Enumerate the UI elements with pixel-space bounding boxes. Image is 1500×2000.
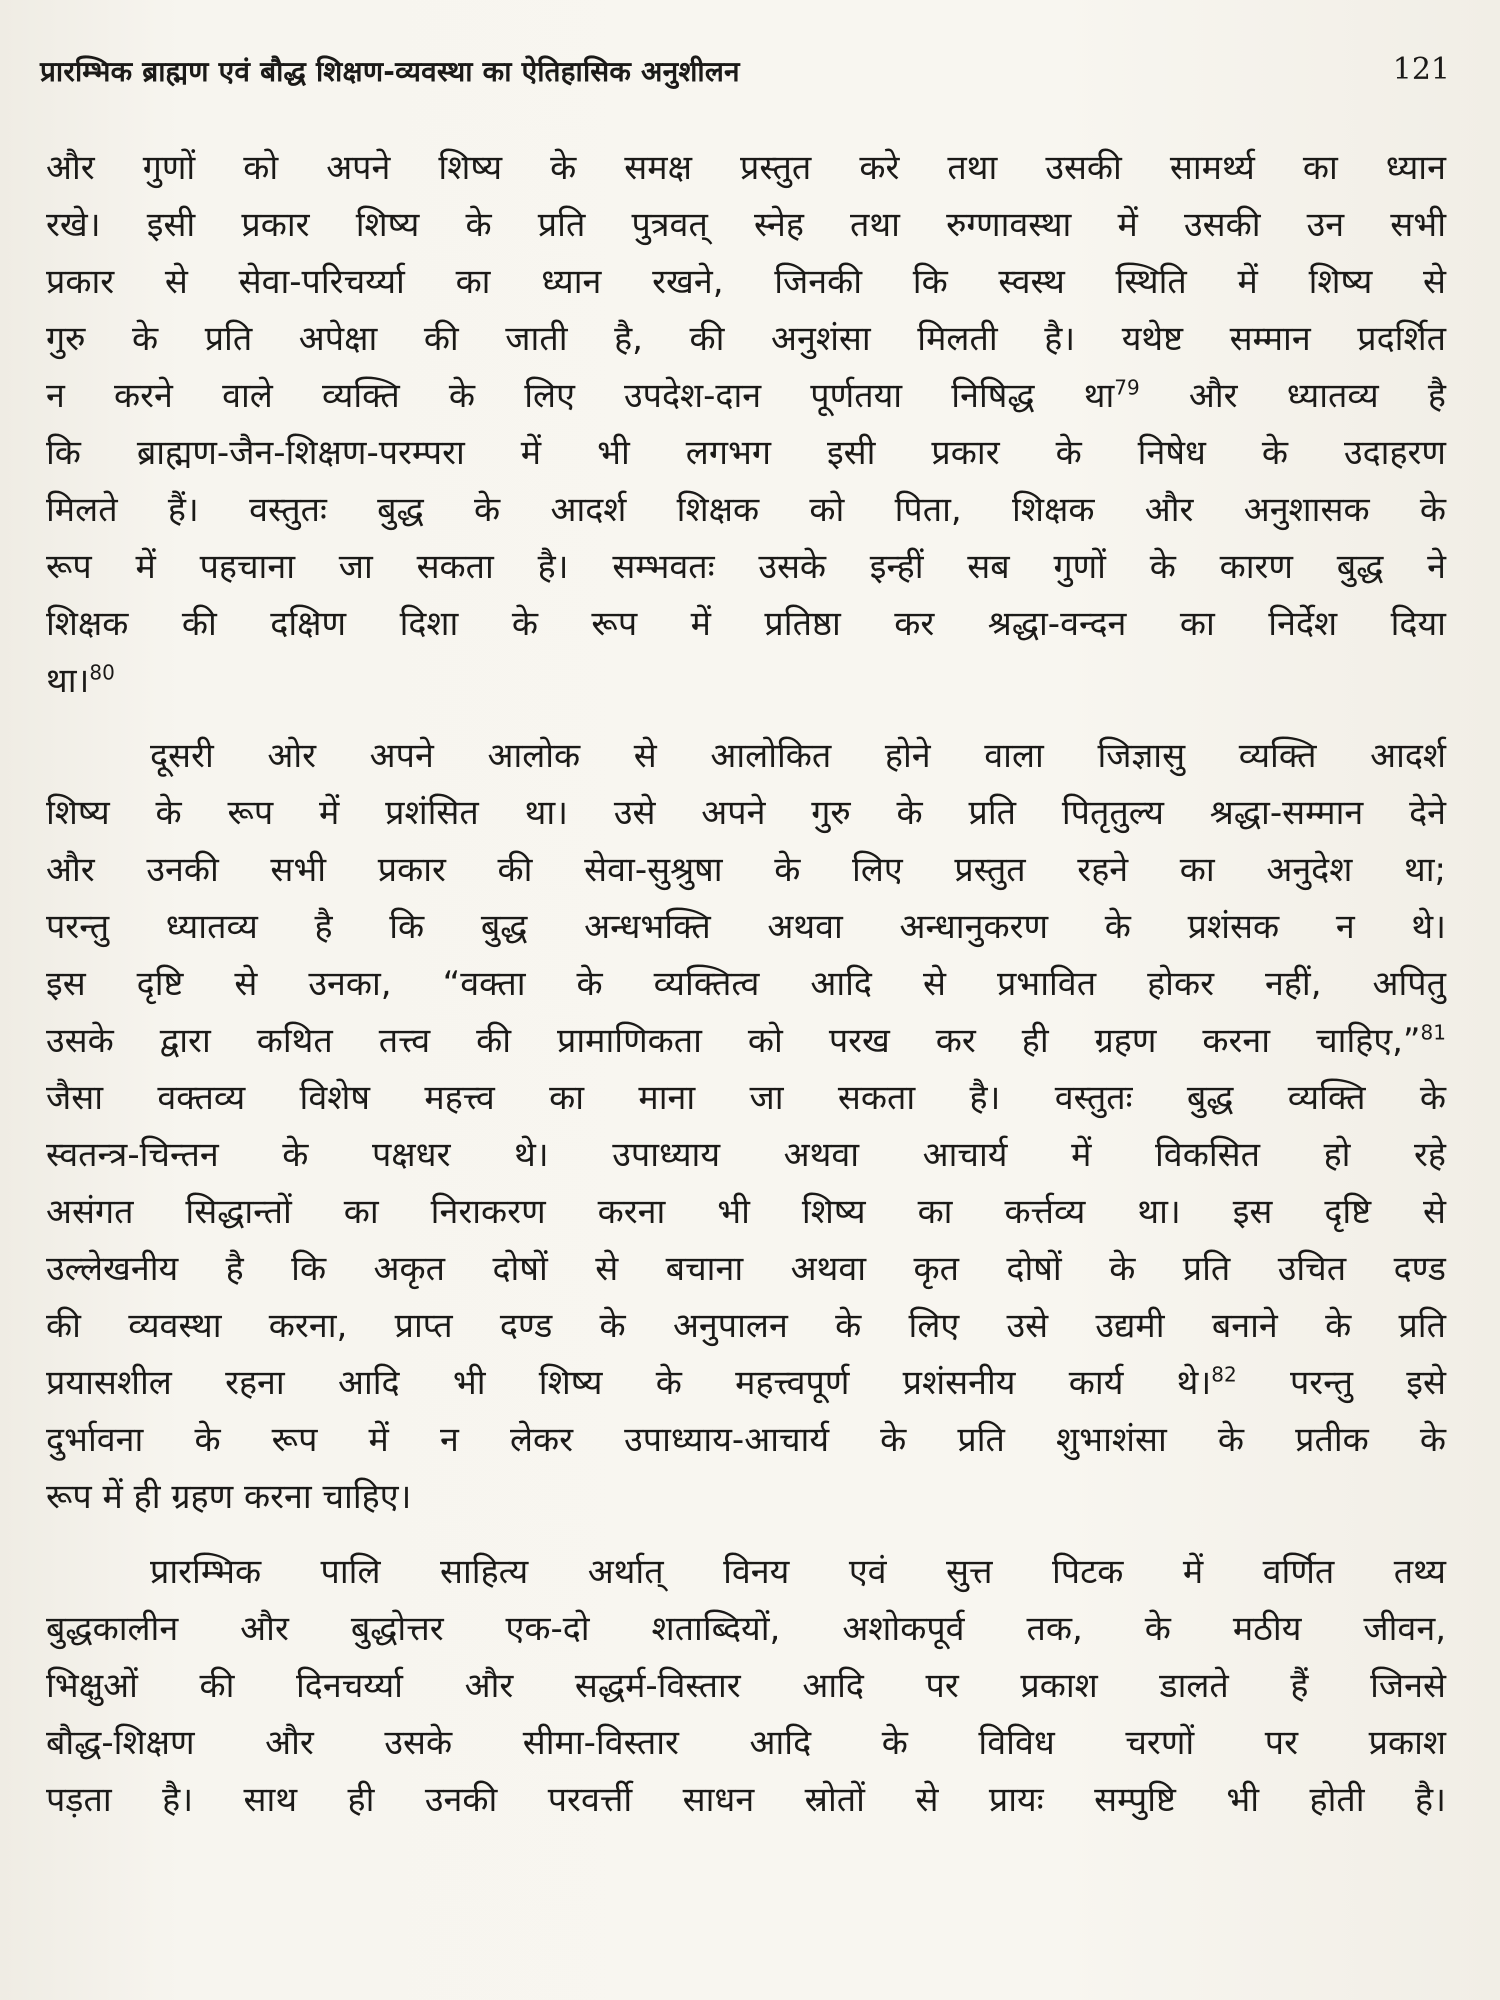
paragraph-3: [46, 1544, 1446, 1829]
text-line: [46, 140, 1446, 197]
text-line: [46, 899, 1446, 956]
line-text: उल्लेखनीय है कि अकृत दोषों से बचाना अथवा कृत दोषों के प्रति उचित दण्ड: [46, 1249, 1446, 1289]
footnote-marker[interactable]: 79: [1114, 375, 1140, 400]
footnote-marker[interactable]: 81: [1420, 1020, 1446, 1045]
line-text: और उनकी सभी प्रकार की सेवा-सुश्रुषा के लिए प्रस्तुत रहने का अनुदेश था;: [46, 850, 1446, 890]
line-text: शिक्षक की दक्षिण दिशा के रूप में प्रतिष्ठा कर श्रद्धा-वन्दन का निर्देश दिया: [46, 604, 1446, 644]
text-line: [46, 1715, 1446, 1772]
line-text: प्रयासशील रहना आदि भी शिष्य के महत्त्वपूर्ण प्रशंसनीय कार्य थे।: [46, 1363, 1212, 1403]
text-line: [46, 785, 1446, 842]
paragraph-gap: [46, 1526, 1446, 1544]
line-text: इस दृष्टि से उनका, “वक्ता के व्यक्तित्व आदि से प्रभावित होकर नहीं, अपितु: [46, 964, 1446, 1004]
text-line: [46, 1355, 1446, 1412]
line-text: प्रकार से सेवा-परिचर्य्या का ध्यान रखने, जिनकी कि स्वस्थ स्थिति में शिष्य से: [46, 262, 1446, 302]
line-text: था।: [46, 661, 90, 701]
text-line: [46, 842, 1446, 899]
line-text-after-footnote: और ध्यातव्य है: [1139, 376, 1446, 416]
text-line: [46, 1412, 1446, 1469]
text-line: [46, 1601, 1446, 1658]
line-text: स्वतन्त्र-चिन्तन के पक्षधर थे। उपाध्याय अथवा आचार्य में विकसित हो रहे: [46, 1135, 1446, 1175]
text-line: [46, 1241, 1446, 1298]
line-text: रूप में पहचाना जा सकता है। सम्भवतः उसके इन्हीं सब गुणों के कारण बुद्ध ने: [46, 547, 1446, 587]
text-line: [46, 1013, 1446, 1070]
line-text: भिक्षुओं की दिनचर्य्या और सद्धर्म-विस्तार आदि पर प्रकाश डालते हैं जिनसे: [46, 1666, 1446, 1706]
footnote-marker[interactable]: 80: [89, 660, 115, 685]
text-line: [46, 425, 1446, 482]
text-line: [46, 1658, 1446, 1715]
text-line: [46, 1772, 1446, 1829]
line-text: गुरु के प्रति अपेक्षा की जाती है, की अनुशंसा मिलती है। यथेष्ट सम्मान प्रदर्शित: [46, 319, 1446, 359]
line-text: कि ब्राह्मण-जैन-शिक्षण-परम्परा में भी लगभग इसी प्रकार के निषेध के उदाहरण: [46, 433, 1446, 473]
text-line: [46, 728, 1446, 785]
line-text: न करने वाले व्यक्ति के लिए उपदेश-दान पूर्णतया निषिद्ध था: [46, 376, 1115, 416]
paragraph-gap: [46, 710, 1446, 728]
text-line: [46, 956, 1446, 1013]
text-line: [46, 653, 1446, 710]
line-text: बुद्धकालीन और बुद्धोत्तर एक-दो शताब्दियों, अशोकपूर्व तक, के मठीय जीवन,: [46, 1609, 1446, 1649]
page-number: 121: [1392, 52, 1450, 87]
line-text: दूसरी ओर अपने आलोक से आलोकित होने वाला जिज्ञासु व्यक्ति आदर्श: [150, 736, 1446, 776]
body-text: [46, 140, 1446, 1829]
text-line: [46, 596, 1446, 653]
line-text: रूप में ही ग्रहण करना चाहिए।: [46, 1477, 412, 1517]
text-line: [46, 197, 1446, 254]
text-line: [46, 311, 1446, 368]
line-text: जैसा वक्तव्य विशेष महत्त्व का माना जा सकता है। वस्तुतः बुद्ध व्यक्ति के: [46, 1078, 1446, 1118]
line-text: पड़ता है। साथ ही उनकी परवर्त्ती साधन स्रोतों से प्रायः सम्पुष्टि भी होती है।: [46, 1780, 1446, 1820]
running-head-title: प्रारम्भिक ब्राह्मण एवं बौद्ध शिक्षण-व्यवस्था का ऐतिहासिक अनुशीलन: [40, 55, 740, 88]
text-line: [46, 1298, 1446, 1355]
paragraph-1: [46, 140, 1446, 710]
footnote-marker[interactable]: 82: [1211, 1362, 1237, 1387]
line-text: की व्यवस्था करना, प्राप्त दण्ड के अनुपालन के लिए उसे उद्यमी बनाने के प्रति: [46, 1306, 1446, 1346]
line-text-after-footnote: परन्तु इसे: [1236, 1363, 1446, 1403]
text-line: [46, 1544, 1446, 1601]
text-line: [46, 482, 1446, 539]
line-text: असंगत सिद्धान्तों का निराकरण करना भी शिष्य का कर्त्तव्य था। इस दृष्टि से: [46, 1192, 1446, 1232]
running-head: [40, 52, 1450, 102]
line-text: उसके द्वारा कथित तत्त्व की प्रामाणिकता को परख कर ही ग्रहण करना चाहिए,”: [46, 1021, 1421, 1061]
text-line: [46, 368, 1446, 425]
line-text: प्रारम्भिक पालि साहित्य अर्थात् विनय एवं सुत्त पिटक में वर्णित तथ्य: [150, 1552, 1446, 1592]
text-line: [46, 1184, 1446, 1241]
text-line: [46, 1469, 1446, 1526]
text-line: [46, 1070, 1446, 1127]
text-line: [46, 1127, 1446, 1184]
line-text: और गुणों को अपने शिष्य के समक्ष प्रस्तुत करे तथा उसकी सामर्थ्य का ध्यान: [46, 148, 1446, 188]
line-text: दुर्भावना के रूप में न लेकर उपाध्याय-आचार्य के प्रति शुभाशंसा के प्रतीक के: [46, 1420, 1446, 1460]
line-text: शिष्य के रूप में प्रशंसित था। उसे अपने गुरु के प्रति पितृतुल्य श्रद्धा-सम्मान देने: [46, 793, 1446, 833]
line-text: मिलते हैं। वस्तुतः बुद्ध के आदर्श शिक्षक को पिता, शिक्षक और अनुशासक के: [46, 490, 1446, 530]
text-line: [46, 539, 1446, 596]
line-text: बौद्ध-शिक्षण और उसके सीमा-विस्तार आदि के विविध चरणों पर प्रकाश: [46, 1723, 1446, 1763]
line-text: परन्तु ध्यातव्य है कि बुद्ध अन्धभक्ति अथवा अन्धानुकरण के प्रशंसक न थे।: [46, 907, 1446, 947]
text-line: [46, 254, 1446, 311]
line-text: रखे। इसी प्रकार शिष्य के प्रति पुत्रवत् स्नेह तथा रुग्णावस्था में उसकी उन सभी: [46, 205, 1446, 245]
paragraph-2: [46, 728, 1446, 1526]
